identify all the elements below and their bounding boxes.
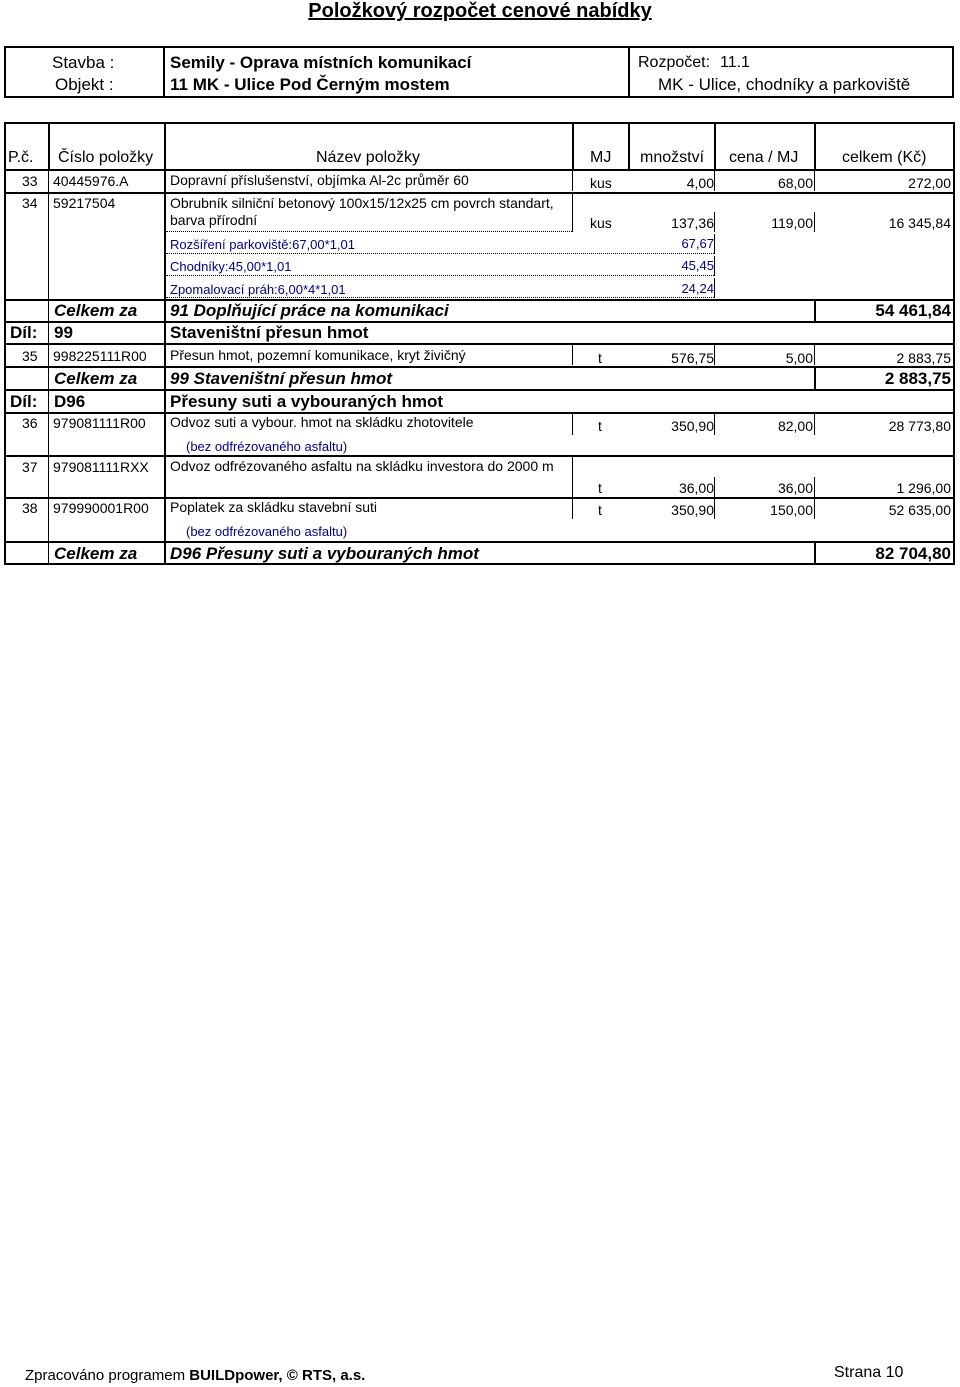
table-border-bottom bbox=[4, 563, 955, 565]
cell-divider bbox=[572, 414, 573, 435]
page-number: Strana 10 bbox=[834, 1364, 904, 1381]
row-nazev: Poplatek za skládku stavební suti bbox=[170, 499, 378, 515]
cell-divider bbox=[714, 278, 715, 298]
row-celkem: 16 345,84 bbox=[888, 215, 951, 231]
row-nazev-cont: barva přírodní bbox=[170, 212, 258, 228]
calc-line: Zpomalovací práh:6,00*4*1,01 bbox=[170, 282, 346, 297]
row-nazev: Dopravní příslušenství, objímka Al-2c průměr 60 bbox=[170, 172, 469, 188]
row-separator bbox=[4, 321, 955, 323]
calc-line: Rozšíření parkoviště:67,00*1,01 bbox=[170, 237, 355, 252]
cell-divider bbox=[814, 414, 815, 435]
calc-line: Chodníky:45,00*1,01 bbox=[170, 259, 292, 274]
col-divider bbox=[572, 122, 574, 170]
row-mnozstvi: 137,36 bbox=[671, 215, 714, 231]
row-mnozstvi: 36,00 bbox=[678, 480, 714, 496]
row-mj: t bbox=[598, 480, 602, 496]
total-value: 2 883,75 bbox=[884, 369, 951, 388]
cell-divider bbox=[714, 345, 715, 365]
row-pc: 34 bbox=[22, 195, 38, 211]
row-cislo: 979081111RXX bbox=[53, 459, 149, 475]
row-separator bbox=[4, 541, 955, 543]
row-separator bbox=[4, 497, 955, 499]
cell-divider bbox=[572, 171, 573, 191]
row-separator bbox=[4, 455, 955, 457]
row-mj: kus bbox=[590, 215, 612, 231]
row-cislo: 979081111R00 bbox=[53, 415, 146, 431]
col-header-cislo: Číslo položky bbox=[58, 149, 154, 166]
stavba-label: Stavba : bbox=[52, 53, 115, 72]
stavba-value: Semily - Oprava místních komunikací bbox=[170, 53, 472, 72]
row-nazev: Přesun hmot, pozemní komunikace, kryt živičný bbox=[170, 347, 466, 363]
cell-divider bbox=[814, 300, 816, 322]
row-cena: 82,00 bbox=[777, 418, 813, 434]
row-cena: 36,00 bbox=[777, 480, 813, 496]
row-separator bbox=[4, 192, 955, 194]
total-name: D96 Přesuny suti a vybouraných hmot bbox=[170, 544, 479, 563]
total-label: Celkem za bbox=[54, 544, 138, 563]
dotted-line bbox=[166, 231, 572, 232]
calc-value: 45,45 bbox=[681, 258, 714, 273]
row-celkem: 52 635,00 bbox=[888, 502, 951, 518]
row-mnozstvi: 576,75 bbox=[671, 350, 714, 366]
footer-credit bbox=[25, 1367, 365, 1384]
dil-name: Přesuny suti a vybouraných hmot bbox=[170, 392, 444, 411]
total-name: 99 Staveništní přesun hmot bbox=[170, 369, 392, 388]
cell-divider bbox=[814, 367, 816, 389]
col-header-cena: cena / MJ bbox=[729, 149, 799, 166]
footer-program: BUILDpower, bbox=[189, 1367, 283, 1384]
row-cena: 150,00 bbox=[770, 502, 813, 518]
col-divider bbox=[164, 122, 166, 170]
cell-divider bbox=[814, 499, 815, 519]
cell-divider bbox=[714, 414, 715, 435]
rozpocet-value: 11.1 bbox=[720, 54, 750, 71]
cell-divider bbox=[572, 457, 573, 497]
row-nazev: Odvoz odfrézovaného asfaltu na skládku investora do 2000 m bbox=[170, 458, 554, 474]
total-value: 54 461,84 bbox=[875, 301, 951, 320]
total-label: Celkem za bbox=[54, 301, 138, 320]
row-cena: 68,00 bbox=[777, 175, 813, 191]
cell-divider bbox=[572, 499, 573, 519]
total-label: Celkem za bbox=[54, 369, 138, 388]
cell-divider bbox=[814, 345, 815, 365]
row-separator bbox=[4, 366, 955, 368]
col-divider bbox=[48, 122, 50, 170]
cell-divider bbox=[714, 171, 715, 191]
footer-prefix: Zpracováno programem bbox=[25, 1367, 190, 1384]
cell-divider bbox=[572, 345, 573, 365]
row-cislo: 59217504 bbox=[53, 195, 116, 211]
row-separator bbox=[4, 389, 955, 391]
footer-company: © RTS, a.s. bbox=[286, 1367, 366, 1384]
row-celkem: 272,00 bbox=[908, 175, 951, 191]
row-pc: 33 bbox=[22, 173, 38, 189]
row-celkem: 1 296,00 bbox=[896, 480, 951, 496]
row-pc: 35 bbox=[22, 348, 38, 364]
row-pc: 37 bbox=[22, 459, 38, 475]
table-border-top bbox=[4, 122, 955, 124]
row-separator bbox=[4, 412, 955, 414]
cell-divider bbox=[714, 256, 715, 276]
col-divider bbox=[814, 122, 816, 170]
cell-divider bbox=[814, 477, 815, 497]
row-mj: t bbox=[598, 418, 602, 434]
total-value: 82 704,80 bbox=[875, 544, 951, 563]
rozpocet-label: Rozpočet: bbox=[638, 54, 711, 71]
cell-divider bbox=[714, 499, 715, 519]
cell-divider bbox=[814, 171, 815, 191]
cell-divider bbox=[714, 212, 715, 232]
col-header-nazev: Název položky bbox=[316, 149, 421, 166]
row-nazev: Odvoz suti a vybour. hmot na skládku zhotovitele bbox=[170, 414, 474, 430]
col-header-pc: P.č. bbox=[8, 149, 34, 166]
objekt-value: 11 MK - Ulice Pod Černým mostem bbox=[170, 75, 450, 94]
header-divider bbox=[628, 46, 630, 98]
row-mj: t bbox=[598, 350, 602, 366]
row-mj: t bbox=[598, 502, 602, 518]
row-cislo: 998225111R00 bbox=[53, 348, 147, 364]
row-cislo: 40445976.A bbox=[53, 173, 129, 189]
dil-code: 99 bbox=[54, 323, 73, 342]
dotted-line bbox=[166, 297, 714, 298]
col-divider bbox=[628, 122, 630, 170]
row-celkem: 28 773,80 bbox=[888, 418, 951, 434]
row-pc: 36 bbox=[22, 415, 38, 431]
cell-divider bbox=[714, 234, 715, 254]
cell-divider bbox=[814, 212, 815, 232]
row-celkem: 2 883,75 bbox=[896, 350, 951, 366]
row-separator bbox=[4, 343, 955, 345]
row-pc: 38 bbox=[22, 500, 38, 516]
row-mj: kus bbox=[590, 175, 612, 191]
dil-label: Díl: bbox=[10, 392, 38, 411]
col-header-mnozstvi: množství bbox=[640, 149, 705, 166]
row-nazev: Obrubník silniční betonový 100x15/12x25 cm povrch standart, bbox=[170, 195, 554, 211]
dil-name: Staveništní přesun hmot bbox=[170, 323, 369, 342]
dil-code: D96 bbox=[54, 392, 86, 411]
objekt-label: Objekt : bbox=[55, 75, 114, 94]
dotted-line bbox=[166, 253, 714, 254]
dotted-line bbox=[166, 275, 714, 276]
row-cena: 5,00 bbox=[785, 350, 813, 366]
rozpocet-name: MK - Ulice, chodníky a parkoviště bbox=[658, 75, 911, 94]
page-title: Položkový rozpočet cenové nabídky bbox=[308, 0, 652, 22]
cell-divider bbox=[814, 542, 816, 564]
row-cena: 119,00 bbox=[771, 215, 813, 231]
row-cislo: 979990001R00 bbox=[53, 500, 149, 516]
cell-divider bbox=[572, 194, 573, 232]
dil-label: Díl: bbox=[10, 323, 38, 342]
col-divider bbox=[714, 122, 716, 170]
col-header-celkem: celkem (Kč) bbox=[842, 149, 927, 166]
cell-divider bbox=[714, 477, 715, 497]
row-note: (bez odfrézovaného asfaltu) bbox=[186, 439, 348, 454]
row-note: (bez odfrézovaného asfaltu) bbox=[186, 524, 348, 539]
calc-value: 67,67 bbox=[681, 236, 714, 251]
row-mnozstvi: 350,90 bbox=[671, 418, 714, 434]
total-name: 91 Doplňující práce na komunikaci bbox=[170, 301, 449, 320]
row-separator bbox=[4, 299, 955, 301]
header-bottom-line bbox=[4, 169, 955, 171]
row-mnozstvi: 350,90 bbox=[671, 502, 714, 518]
col-header-mj: MJ bbox=[590, 149, 612, 166]
calc-value: 24,24 bbox=[681, 281, 714, 296]
header-divider bbox=[163, 46, 165, 98]
row-mnozstvi: 4,00 bbox=[686, 175, 714, 191]
